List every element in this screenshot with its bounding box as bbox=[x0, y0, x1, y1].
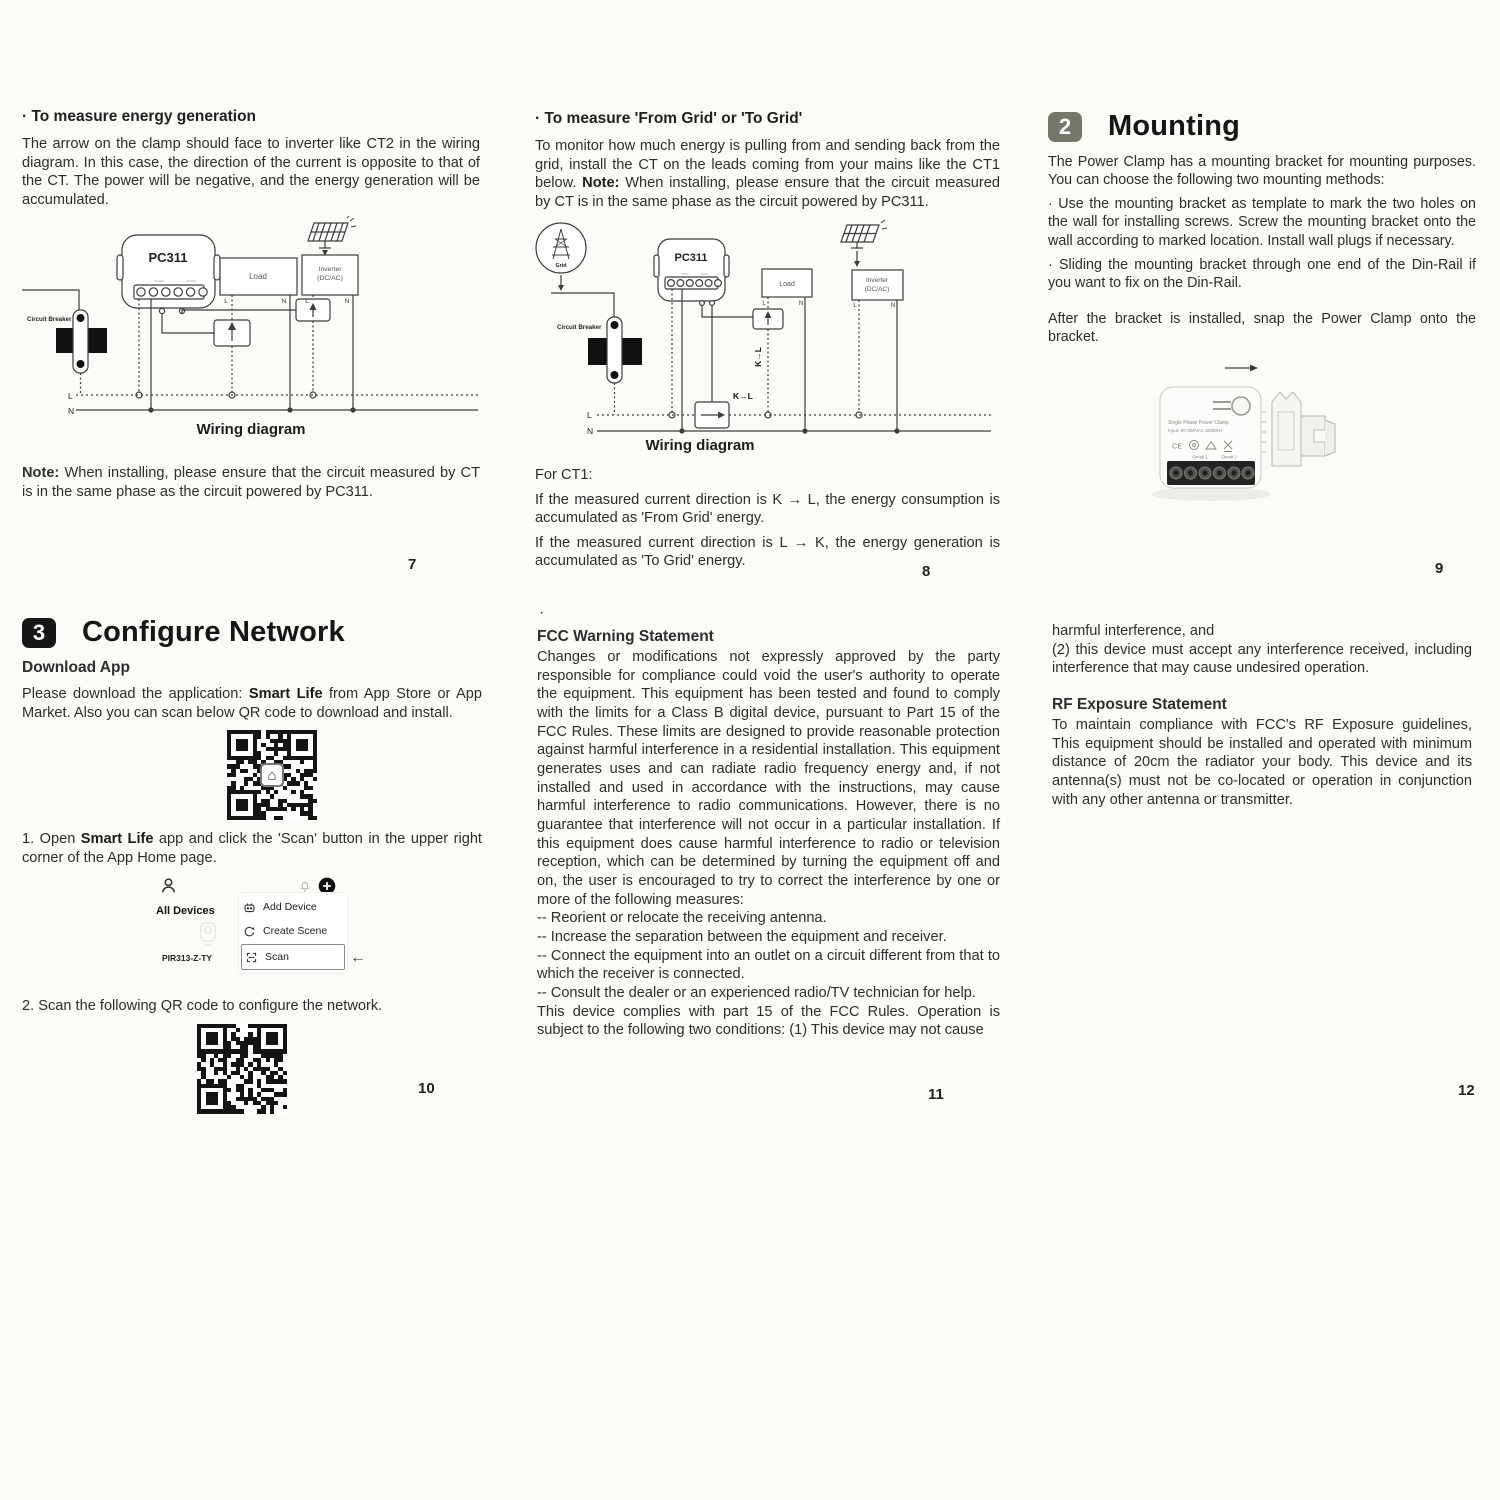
device-thumbnail-icon bbox=[198, 921, 218, 952]
note-text: When installing, please ensure that the circuit measured by CT is in the same phase as the circuit powered by PC311. bbox=[22, 465, 480, 501]
breaker-label: Circuit Breaker bbox=[557, 324, 602, 332]
inverter-label-2: (DC/AC) bbox=[317, 275, 343, 283]
p9-bullet1: · Use the mounting bracket as template to mark the two holes on the wall for installing screws. Screw the mounting bracket onto the wall according to marked location. Install wall plugs if necessary. bbox=[1048, 196, 1476, 249]
line-l-label: L bbox=[587, 410, 592, 421]
mounting-bracket bbox=[1272, 392, 1335, 466]
p10-subhead: Download App bbox=[22, 659, 130, 676]
p10-p1c: from App Store or App Market. Also you can scan below QR code to download and install. bbox=[22, 686, 482, 721]
scan-label: Scan bbox=[265, 951, 289, 964]
note-label: Note: bbox=[22, 465, 60, 482]
all-devices-label: All Devices bbox=[156, 905, 215, 918]
p10-p1a: Please download the application: bbox=[22, 686, 249, 702]
inverter-label: Inverter bbox=[865, 277, 889, 285]
load-label: Load bbox=[779, 281, 795, 289]
p11-measure-3: -- Connect the equipment into an outlet on a circuit different from that to which the receiver is connected. bbox=[537, 947, 1000, 983]
grid-label: Grid bbox=[555, 263, 567, 270]
qr-code-download bbox=[227, 730, 317, 820]
load-n: N bbox=[798, 301, 804, 308]
kl-label-ct1: K→L bbox=[733, 391, 753, 402]
inv-l: L bbox=[853, 303, 857, 310]
create-scene-label: Create Scene bbox=[263, 925, 328, 938]
p8-heading: · To measure 'From Grid' or 'To Grid' bbox=[535, 110, 803, 127]
p10-p1b: Smart Life bbox=[248, 686, 323, 702]
p8-body bbox=[535, 137, 1000, 211]
ce-mark: CE bbox=[1172, 441, 1183, 451]
product-name-text: Single Phase Power Clamp bbox=[1168, 420, 1229, 427]
p7-caption: Wiring diagram bbox=[196, 421, 306, 439]
menu-item-scan bbox=[241, 944, 345, 970]
p8-body-2: When installing, please ensure that the circuit measured by CT is in the same phase as the circuit powered by PC311. bbox=[535, 175, 1000, 210]
p9-body1: The Power Clamp has a mounting bracket for mounting purposes. You can choose the following two mounting methods: bbox=[1048, 154, 1476, 189]
p11-heading: FCC Warning Statement bbox=[537, 628, 714, 645]
p8-to-grid: If the measured current direction is L → K, the energy generation is accumulated as 'To Grid' energy. bbox=[535, 534, 1000, 570]
scan-icon bbox=[245, 951, 258, 964]
p8-wiring-diagram bbox=[535, 217, 1000, 437]
create-scene-icon bbox=[243, 925, 256, 938]
p10-s1b: Smart Life bbox=[80, 831, 154, 848]
qr-code-network bbox=[197, 1024, 287, 1114]
page-number-9: 9 bbox=[1435, 560, 1444, 577]
p7-wiring-diagram bbox=[22, 215, 480, 421]
pc311-label: PC311 bbox=[148, 250, 188, 266]
device-shadow bbox=[1151, 487, 1271, 501]
page-10 bbox=[22, 616, 482, 1124]
p10-title: Configure Network bbox=[82, 616, 345, 648]
p11-measure-2: -- Increase the separation between the equipment and receiver. bbox=[537, 929, 947, 946]
page-number-8: 8 bbox=[922, 563, 931, 580]
p11-body: Changes or modifications not expressly approved by the party responsible for compliance could void the user's authority to operate the equipment. This equipment has been tested and found to comply with the limits for a Class B digital device, pursuant to Part 15 of the FCC Rules. These limits are designed to provide reasonable protection against harmful interference in a residential installation. This equipment generates uses and can radiate radio frequency energy and, if not installed and used in accordance with the instructions, may cause harmful interference to radio communications. However, there is no guarantee that interference will not occur in a particular installation. If this equipment does cause harmful interference to radio or television reception, which can be determined by turning the equipment off and on, the user is encouraged to try to correct the interference by one or more of the following measures: bbox=[537, 649, 1000, 908]
app-menu bbox=[238, 892, 348, 974]
line-n-label: N bbox=[68, 406, 75, 417]
section-badge-2: 2 bbox=[1048, 112, 1082, 142]
menu-item-add-device bbox=[243, 895, 343, 919]
circuit2-label: Circuit 2 bbox=[1221, 454, 1237, 460]
house-icon bbox=[260, 763, 284, 787]
page-12 bbox=[1052, 622, 1472, 809]
p10-step1 bbox=[22, 830, 482, 867]
page-number-12: 12 bbox=[1458, 1082, 1475, 1099]
p8-caption: Wiring diagram bbox=[645, 437, 755, 455]
p8-note-label: Note: bbox=[582, 175, 620, 192]
page-number-10: 10 bbox=[418, 1080, 435, 1097]
p7-note bbox=[22, 464, 480, 502]
house-glyph: ⌂ bbox=[267, 766, 277, 784]
p10-s1c: app and click the 'Scan' button in the upper right corner of the App Home page. bbox=[22, 831, 482, 866]
line-n-label: N bbox=[587, 426, 594, 437]
page-number-7: 7 bbox=[408, 556, 417, 573]
load-l: L bbox=[762, 301, 766, 308]
p9-product-image bbox=[1048, 354, 1468, 554]
p8-from-grid: If the measured current direction is K → L, the energy consumption is accumulated as 'From Grid' energy. bbox=[535, 491, 1000, 527]
p12-line1: harmful interference, and bbox=[1052, 623, 1215, 639]
load-n: N bbox=[281, 298, 287, 306]
page-11 bbox=[537, 604, 1000, 1040]
page-number-11: 11 bbox=[928, 1086, 944, 1103]
p9-bullet2: · Sliding the mounting bracket through one end of the Din-Rail if you want to fix on the Din-Rail. bbox=[1048, 256, 1476, 291]
p7-body: The arrow on the clamp should face to inverter like CT2 in the wiring diagram. In this case, the direction of the current is opposite to that of the CT. The power will be negative, and the energy generation will be accumulated. bbox=[22, 136, 480, 208]
breaker-label: Circuit Breaker bbox=[27, 316, 72, 324]
page-8 bbox=[535, 110, 1000, 577]
menu-item-create-scene bbox=[243, 919, 343, 943]
p11-measure-4: -- Consult the dealer or an experienced radio/TV technician for help. bbox=[537, 985, 976, 1002]
solar-panel-icon bbox=[308, 216, 356, 248]
section-badge-3: 3 bbox=[22, 618, 56, 648]
p9-body2: After the bracket is installed, snap the Power Clamp onto the bracket. bbox=[1048, 311, 1476, 346]
smart-life-app-mockup bbox=[132, 873, 472, 995]
p12-body: To maintain compliance with FCC's RF Exposure guidelines, This equipment should be installed and operated with minimum distance of 20cm the radiator your body. This device and its antenna(s) must not be co-located or operation in conjunction with any other antenna or transmitter. bbox=[1052, 717, 1472, 808]
p11-closing: This device complies with part 15 of the FCC Rules. Operation is subject to the following two conditions: (1) This device may not cause bbox=[537, 1003, 1000, 1039]
p10-p1 bbox=[22, 685, 482, 722]
p12-heading: RF Exposure Statement bbox=[1052, 696, 1227, 714]
load-l: L bbox=[224, 298, 228, 306]
kl-label-ct2: K→L bbox=[753, 347, 763, 368]
inv-l: L bbox=[305, 298, 309, 306]
inv-n: N bbox=[890, 303, 896, 310]
p11-dot: · bbox=[539, 604, 545, 621]
circuit1-label: Circuit 1 bbox=[1192, 454, 1208, 460]
inverter-label: Inverter bbox=[318, 266, 342, 274]
add-device-icon bbox=[243, 901, 256, 914]
page-9 bbox=[1048, 110, 1476, 554]
feed-wire bbox=[22, 290, 79, 312]
p8-body-1: To monitor how much energy is pulling from and sending back from the grid, install the CT on the leads coming from your mains like the CT1 below. bbox=[535, 138, 1000, 192]
profile-icon bbox=[160, 877, 177, 899]
load-label: Load bbox=[249, 272, 267, 282]
inverter-label-2: (DC/AC) bbox=[864, 286, 890, 294]
product-input-text: Input: 90-250VAC 50/60Hz bbox=[1168, 428, 1223, 434]
pc311-device bbox=[658, 239, 725, 301]
p9-title: Mounting bbox=[1108, 110, 1241, 142]
inverter-box bbox=[852, 270, 903, 300]
pc311-label: PC311 bbox=[674, 252, 708, 265]
device-name-label: PIR313-Z-TY bbox=[162, 953, 213, 964]
p10-step2: 2. Scan the following QR code to configure the network. bbox=[22, 998, 383, 1015]
pointer-arrow: ← bbox=[350, 949, 366, 967]
p8-forct1: For CT1: bbox=[535, 467, 593, 484]
add-device-label: Add Device bbox=[263, 901, 317, 914]
solar-panel-icon bbox=[841, 220, 887, 248]
p11-measure-1: -- Reorient or relocate the receiving antenna. bbox=[537, 910, 827, 927]
p7-heading: · To measure energy generation bbox=[22, 108, 256, 125]
line-l-label: L bbox=[68, 391, 73, 402]
p10-s1a: 1. Open bbox=[22, 831, 81, 848]
page-7 bbox=[22, 108, 480, 517]
inv-n: N bbox=[344, 298, 350, 306]
p12-line2: (2) this device must accept any interference received, including interference that may cause undesired operation. bbox=[1052, 641, 1472, 677]
